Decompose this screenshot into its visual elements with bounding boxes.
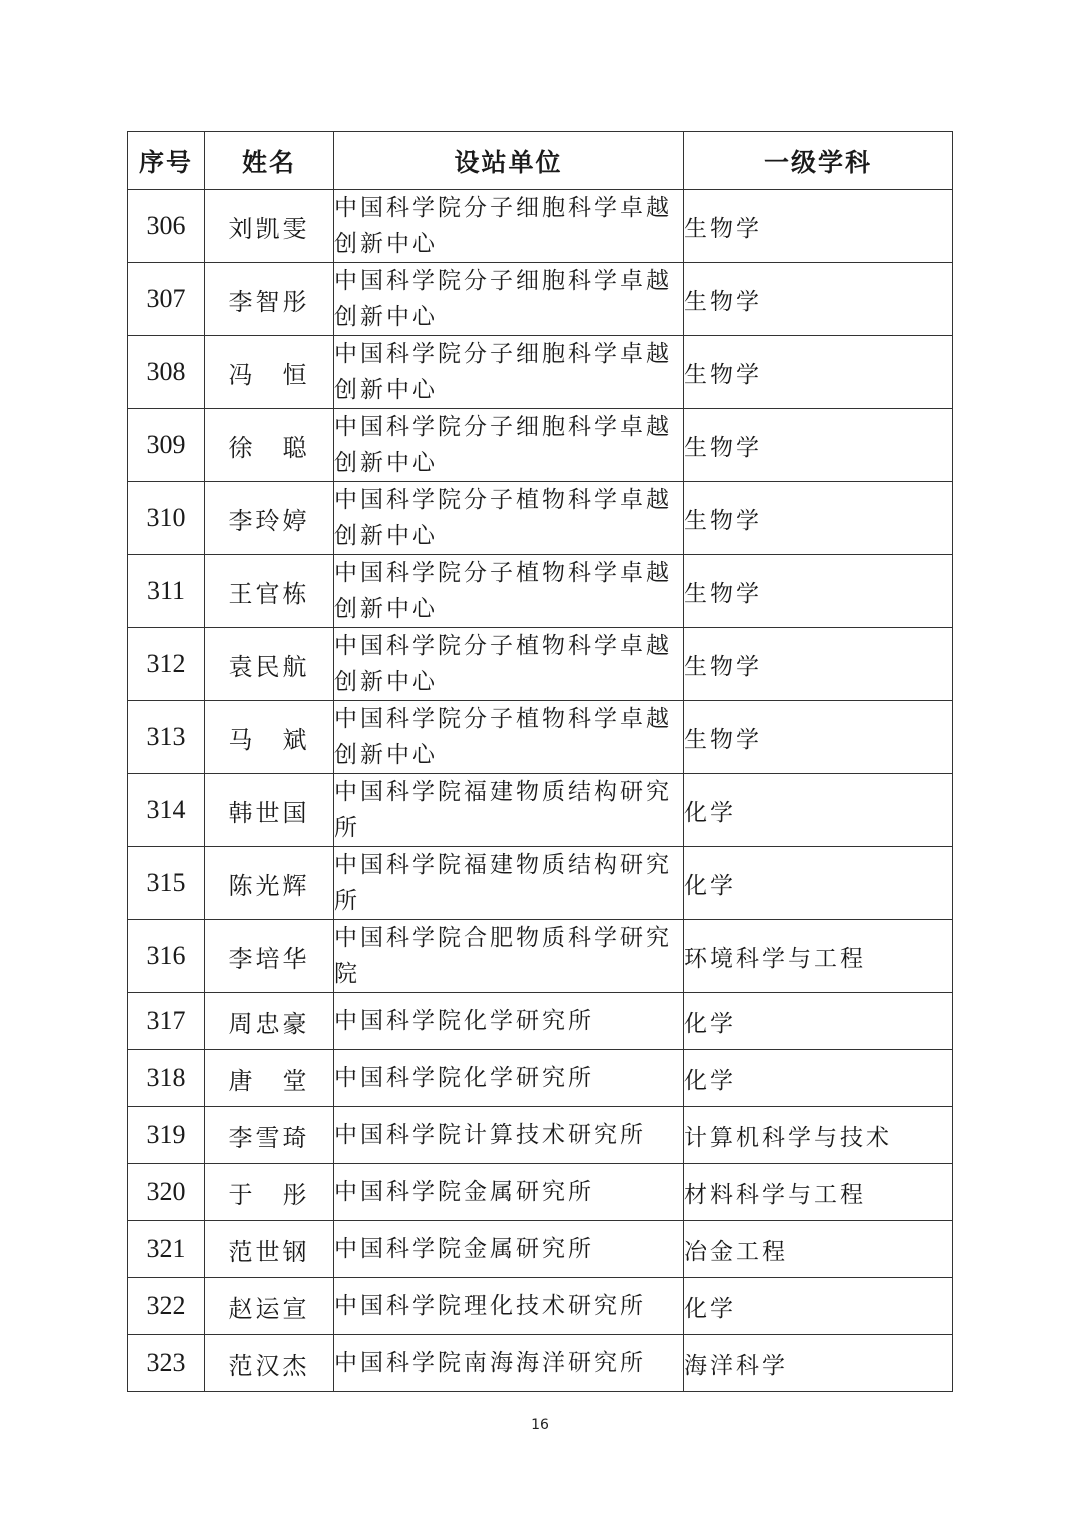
table-row bbox=[128, 920, 953, 993]
row-num: 312 bbox=[128, 628, 205, 701]
row-num: 317 bbox=[128, 993, 205, 1050]
row-name: 于 彤 bbox=[205, 1164, 334, 1221]
row-name: 李玲婷 bbox=[205, 482, 334, 555]
table-row bbox=[128, 993, 953, 1050]
row-name: 韩世国 bbox=[205, 774, 334, 847]
row-unit: 中国科学院合肥物质科学研究院 bbox=[334, 920, 684, 993]
table-row bbox=[128, 1221, 953, 1278]
row-subject: 化学 bbox=[684, 1050, 953, 1107]
row-subject: 生物学 bbox=[684, 482, 953, 555]
row-unit: 中国科学院计算技术研究所 bbox=[334, 1107, 684, 1164]
row-subject: 化学 bbox=[684, 774, 953, 847]
row-subject: 化学 bbox=[684, 993, 953, 1050]
row-unit: 中国科学院分子植物科学卓越创新中心 bbox=[334, 555, 684, 628]
table-row bbox=[128, 1335, 953, 1392]
row-num: 320 bbox=[128, 1164, 205, 1221]
row-name: 李雪琦 bbox=[205, 1107, 334, 1164]
header-num: 序号 bbox=[128, 132, 205, 190]
row-subject: 环境科学与工程 bbox=[684, 920, 953, 993]
row-unit: 中国科学院金属研究所 bbox=[334, 1221, 684, 1278]
row-name: 袁民航 bbox=[205, 628, 334, 701]
row-subject: 生物学 bbox=[684, 190, 953, 263]
row-num: 309 bbox=[128, 409, 205, 482]
row-unit: 中国科学院分子细胞科学卓越创新中心 bbox=[334, 190, 684, 263]
row-name: 李智彤 bbox=[205, 263, 334, 336]
row-num: 322 bbox=[128, 1278, 205, 1335]
row-subject: 计算机科学与技术 bbox=[684, 1107, 953, 1164]
row-num: 315 bbox=[128, 847, 205, 920]
row-unit: 中国科学院理化技术研究所 bbox=[334, 1278, 684, 1335]
row-unit: 中国科学院分子细胞科学卓越创新中心 bbox=[334, 263, 684, 336]
header-subject: 一级学科 bbox=[684, 132, 953, 190]
row-name: 范世钢 bbox=[205, 1221, 334, 1278]
row-name: 周忠豪 bbox=[205, 993, 334, 1050]
row-num: 323 bbox=[128, 1335, 205, 1392]
table-row bbox=[128, 1164, 953, 1221]
row-num: 307 bbox=[128, 263, 205, 336]
row-subject: 材料科学与工程 bbox=[684, 1164, 953, 1221]
row-unit: 中国科学院分子植物科学卓越创新中心 bbox=[334, 482, 684, 555]
row-name: 范汉杰 bbox=[205, 1335, 334, 1392]
row-name: 冯 恒 bbox=[205, 336, 334, 409]
row-subject: 生物学 bbox=[684, 555, 953, 628]
table-row bbox=[128, 1278, 953, 1335]
row-unit: 中国科学院南海海洋研究所 bbox=[334, 1335, 684, 1392]
row-num: 306 bbox=[128, 190, 205, 263]
roster-table bbox=[127, 131, 953, 1392]
row-name: 陈光辉 bbox=[205, 847, 334, 920]
row-unit: 中国科学院化学研究所 bbox=[334, 1050, 684, 1107]
row-num: 319 bbox=[128, 1107, 205, 1164]
table-row bbox=[128, 555, 953, 628]
row-unit: 中国科学院分子细胞科学卓越创新中心 bbox=[334, 336, 684, 409]
row-unit: 中国科学院福建物质结构研究所 bbox=[334, 847, 684, 920]
table-row bbox=[128, 190, 953, 263]
row-num: 313 bbox=[128, 701, 205, 774]
row-subject: 生物学 bbox=[684, 628, 953, 701]
row-unit: 中国科学院福建物质结构研究所 bbox=[334, 774, 684, 847]
row-name: 唐 堂 bbox=[205, 1050, 334, 1107]
row-unit: 中国科学院金属研究所 bbox=[334, 1164, 684, 1221]
table-header-row bbox=[128, 132, 953, 190]
row-num: 321 bbox=[128, 1221, 205, 1278]
row-unit: 中国科学院分子细胞科学卓越创新中心 bbox=[334, 409, 684, 482]
row-subject: 化学 bbox=[684, 1278, 953, 1335]
table-row bbox=[128, 336, 953, 409]
row-unit: 中国科学院分子植物科学卓越创新中心 bbox=[334, 701, 684, 774]
table-row bbox=[128, 263, 953, 336]
table-row bbox=[128, 482, 953, 555]
header-unit: 设站单位 bbox=[334, 132, 684, 190]
table-row bbox=[128, 1050, 953, 1107]
row-name: 李培华 bbox=[205, 920, 334, 993]
row-subject: 生物学 bbox=[684, 336, 953, 409]
row-subject: 生物学 bbox=[684, 701, 953, 774]
row-num: 310 bbox=[128, 482, 205, 555]
table-row bbox=[128, 409, 953, 482]
row-name: 王官栋 bbox=[205, 555, 334, 628]
row-subject: 化学 bbox=[684, 847, 953, 920]
row-name: 马 斌 bbox=[205, 701, 334, 774]
row-unit: 中国科学院分子植物科学卓越创新中心 bbox=[334, 628, 684, 701]
table-row bbox=[128, 701, 953, 774]
table-row bbox=[128, 1107, 953, 1164]
row-num: 318 bbox=[128, 1050, 205, 1107]
row-name: 赵运宣 bbox=[205, 1278, 334, 1335]
row-num: 316 bbox=[128, 920, 205, 993]
row-subject: 冶金工程 bbox=[684, 1221, 953, 1278]
table-row bbox=[128, 847, 953, 920]
table-row bbox=[128, 628, 953, 701]
row-subject: 生物学 bbox=[684, 263, 953, 336]
table-row bbox=[128, 774, 953, 847]
row-name: 刘凯雯 bbox=[205, 190, 334, 263]
header-name: 姓名 bbox=[205, 132, 334, 190]
table-body bbox=[128, 190, 953, 1392]
row-subject: 生物学 bbox=[684, 409, 953, 482]
row-unit: 中国科学院化学研究所 bbox=[334, 993, 684, 1050]
row-num: 308 bbox=[128, 336, 205, 409]
row-subject: 海洋科学 bbox=[684, 1335, 953, 1392]
row-name: 徐 聪 bbox=[205, 409, 334, 482]
row-num: 314 bbox=[128, 774, 205, 847]
row-num: 311 bbox=[128, 555, 205, 628]
page-number: 16 bbox=[531, 1417, 549, 1433]
